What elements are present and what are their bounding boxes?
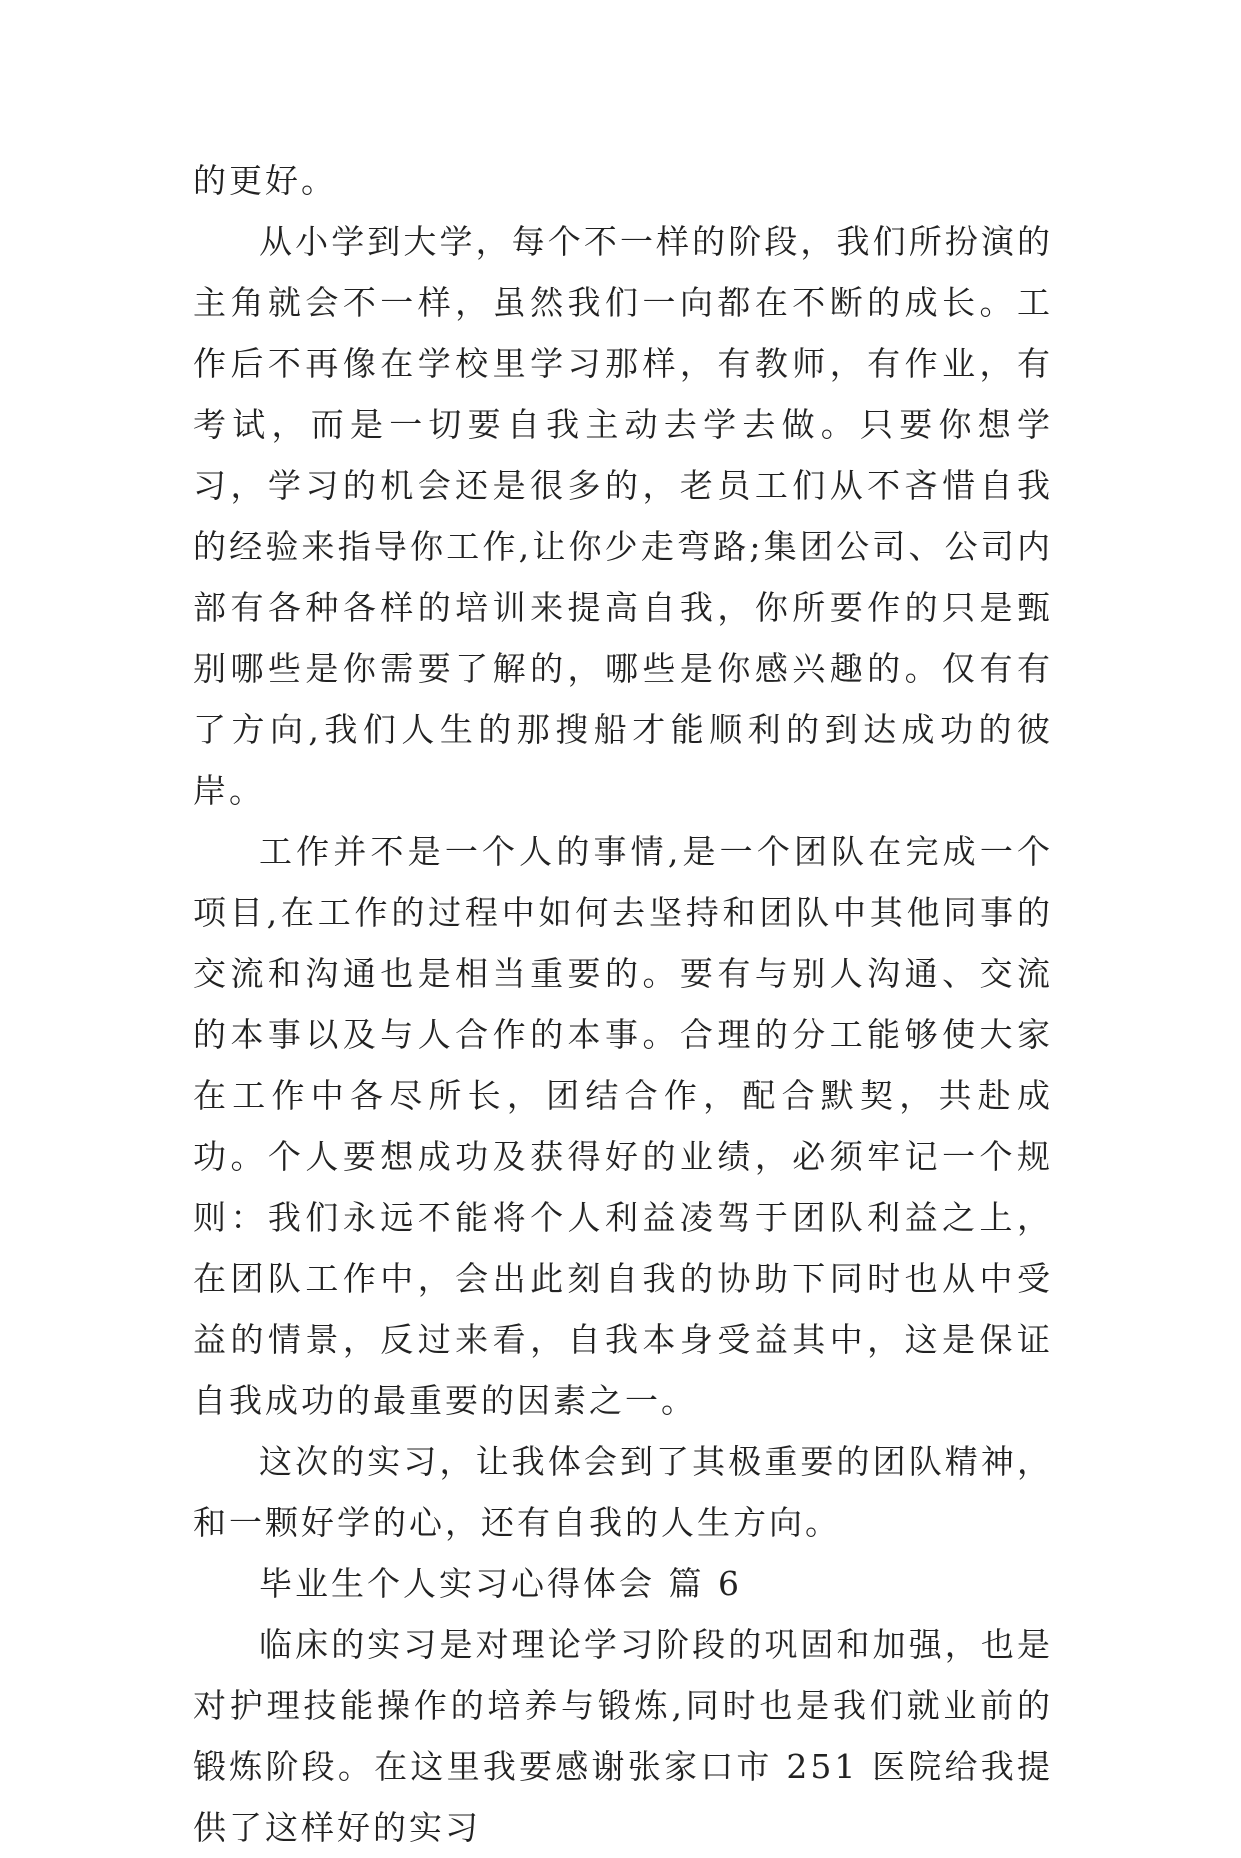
paragraph-clinical: 临床的实习是对理论学习阶段的巩固和加强，也是对护理技能操作的培养与锻炼,同时也是我们就业前的锻炼阶段。在这里我要感谢张家口市 251 医院给我提供了这样好的实习 [193,1625,1053,1847]
section-heading: 毕业生个人实习心得体会 篇 6 [259,1564,742,1603]
paragraph-continuation: 的更好。 [193,161,337,200]
paragraph-growth: 从小学到大学，每个不一样的阶段，我们所扮演的主角就会不一样，虽然我们一向都在不断的成长。工作后不再像在学校里学习那样，有教师，有作业，有考试，而是一切要自我主动去学去做。只要你想学习，学习的机会还是很多的，老员工们从不吝惜自我的经验来指导你工作,让你少走弯路;集团公司、公司内部有各种各样的培训来提高自我，你所要作的只是甄别哪些是你需要了解的，哪些是你感兴趣的。仅有有了方向,我们人生的那搜船才能顺利的到达成功的彼岸。 [193,222,1053,810]
paragraph-conclusion: 这次的实习，让我体会到了其极重要的团队精神，和一颗好学的心，还有自我的人生方向。 [193,1442,1053,1542]
paragraph-teamwork: 工作并不是一个人的事情,是一个团队在完成一个项目,在工作的过程中如何去坚持和团队中其他同事的交流和沟通也是相当重要的。要有与别人沟通、交流的本事以及与人合作的本事。合理的分工能够使大家在工作中各尽所长，团结合作，配合默契，共赴成功。个人要想成功及获得好的业绩，必须牢记一个规则：我们永远不能将个人利益凌驾于团队利益之上，在团队工作中，会出此刻自我的协助下同时也从中受益的情景，反过来看，自我本身受益其中，这是保证自我成功的最重要的因素之一。 [193,832,1053,1420]
document-body [193,150,1053,1858]
